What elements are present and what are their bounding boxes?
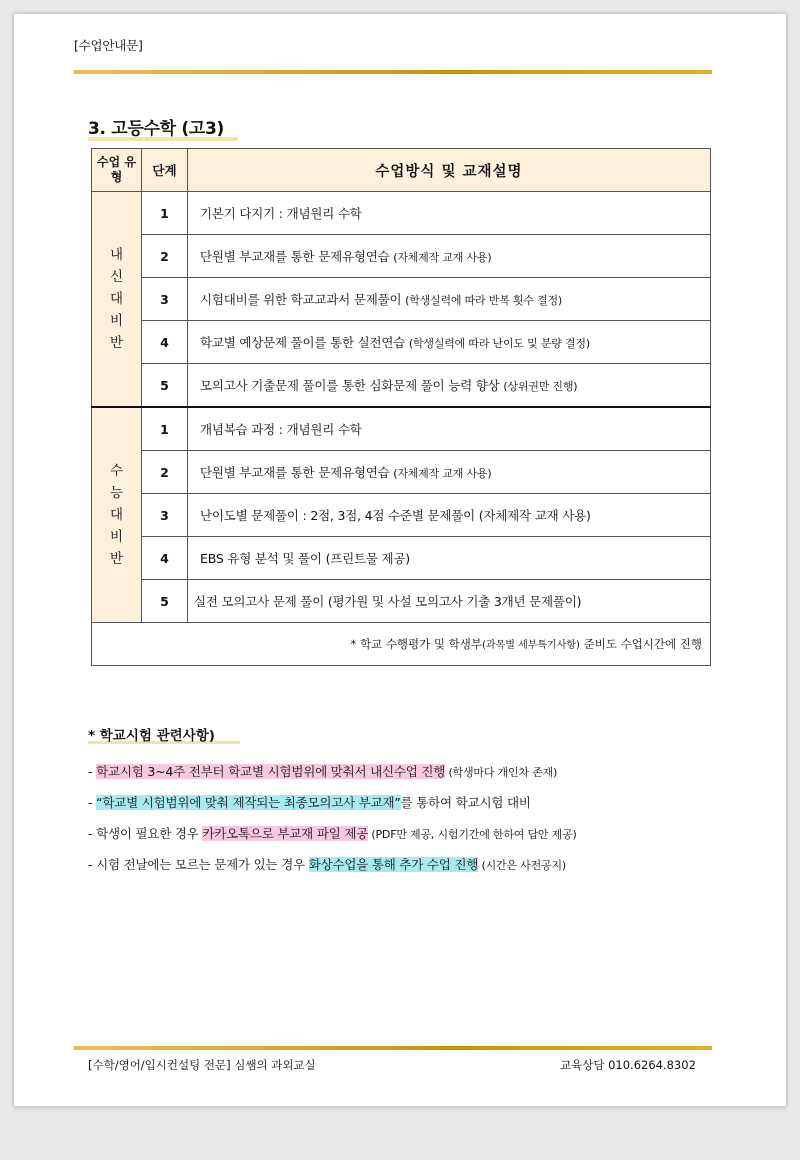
step-text: 단원별 부교재를 통한 문제유형연습: [200, 465, 390, 480]
step-description: [188, 451, 711, 494]
footnote-text-end: 준비도 수업시간에 진행: [579, 637, 702, 651]
note-item: [88, 793, 531, 811]
step-text: 모의고사 기출문제 풀이를 통한 심화문제 풀이 능력 향상: [200, 378, 500, 393]
footnote-text: * 학교 수행평가 및 학생부: [350, 637, 483, 651]
step-number: 1: [142, 192, 188, 235]
note-highlight: 학교시험 3~4주 전부터 학교별 시험범위에 맞춰서 내신수업 진행: [96, 764, 446, 779]
note-suffix: (시간은 사전공지): [478, 859, 566, 872]
step-note: (자체제작 교재 사용): [393, 251, 492, 264]
note-suffix: 를 통하여 학교시험 대비: [400, 795, 531, 810]
table-row: [92, 537, 711, 580]
table-row: [92, 580, 711, 623]
step-description: [188, 321, 711, 364]
course-type-cell: [92, 407, 142, 623]
step-text: 학교별 예상문제 풀이를 통한 실전연습: [200, 335, 406, 350]
step-description: [188, 192, 711, 235]
step-note: (학생실력에 따라 난이도 및 분량 결정): [408, 337, 590, 350]
course-type-cell: [92, 192, 142, 408]
note-highlight: “학교별 시험범위에 맞춰 제작되는 최종모의고사 부교재”: [96, 795, 401, 810]
header-description: 수업방식 및 교재설명: [188, 149, 711, 192]
step-description: [188, 580, 711, 623]
step-text: EBS 유형 분석 및 풀이 (프린트물 제공): [200, 551, 410, 566]
step-description: [188, 278, 711, 321]
step-text: 난이도별 문제풀이 : 2점, 3점, 4점 수준별 문제풀이 (자체제작 교재 사용): [200, 508, 591, 523]
course-type-label: 수능대비반: [109, 463, 124, 567]
header-type: 수업 유형: [92, 149, 142, 192]
note-suffix: (PDF만 제공, 시험기간에 한하여 답안 제공): [368, 828, 577, 841]
step-number: 5: [142, 364, 188, 408]
step-note: (상위권만 진행): [503, 380, 578, 393]
notes-title: * 학교시험 관련사항): [88, 728, 215, 744]
note-suffix: (학생마다 개인차 존재): [445, 766, 558, 779]
step-number: 3: [142, 278, 188, 321]
note-highlight: 화상수업을 통해 추가 수업 진행: [308, 857, 479, 872]
note-highlight: 카카오톡으로 부교재 파일 제공: [202, 826, 369, 841]
footer-contact: 교육상담 010.6264.8302: [560, 1058, 696, 1072]
note-prefix: -: [88, 795, 97, 810]
footer-brand: [수학/영어/입시컨설팅 전문] 심쌤의 과외교실: [88, 1058, 316, 1072]
table-row: [92, 407, 711, 451]
step-text: 기본기 다지기 : 개념원리 수학: [200, 206, 362, 221]
step-number: 4: [142, 321, 188, 364]
step-number: 3: [142, 494, 188, 537]
note-item: [88, 762, 557, 780]
table-row: [92, 321, 711, 364]
note-prefix: - 학생이 필요한 경우: [88, 826, 203, 841]
table-row: [92, 364, 711, 408]
step-note: (자체제작 교재 사용): [393, 467, 492, 480]
step-text: 단원별 부교재를 통한 문제유형연습: [200, 249, 390, 264]
note-prefix: - 시험 전날에는 모르는 문제가 있는 경우: [88, 857, 309, 872]
table-row: [92, 235, 711, 278]
table-row: [92, 451, 711, 494]
header-label: [수업안내문]: [74, 38, 143, 53]
table-footnote: [92, 623, 711, 666]
step-description: [188, 235, 711, 278]
step-description: [188, 537, 711, 580]
table-row: [92, 278, 711, 321]
table-row: [92, 192, 711, 235]
course-type-label: 내신대비반: [109, 247, 124, 351]
table-footnote-row: [92, 623, 711, 666]
footnote-small-text: (과목별 세부특기사항): [482, 640, 580, 651]
note-item: [88, 824, 577, 842]
note-prefix: -: [88, 764, 97, 779]
footer-rule: [74, 1046, 712, 1050]
table-row: [92, 494, 711, 537]
note-item: [88, 855, 566, 873]
step-number: 5: [142, 580, 188, 623]
step-text: 실전 모의고사 문제 풀이 (평가원 및 사설 모의고사 기출 3개년 문제풀이): [194, 594, 582, 609]
section-title: 3. 고등수학 (고3): [88, 119, 225, 139]
step-number: 2: [142, 235, 188, 278]
course-table: [91, 148, 711, 666]
step-number: 1: [142, 407, 188, 451]
step-description: [188, 407, 711, 451]
step-number: 4: [142, 537, 188, 580]
step-description: [188, 494, 711, 537]
header-rule: [74, 70, 712, 74]
step-number: 2: [142, 451, 188, 494]
step-text: 시험대비를 위한 학교교과서 문제풀이: [200, 292, 402, 307]
step-text: 개념복습 과정 : 개념원리 수학: [200, 422, 362, 437]
page-shadow: [14, 1106, 786, 1112]
header-step: 단계: [142, 149, 188, 192]
step-description: [188, 364, 711, 408]
step-note: (학생실력에 따라 반복 횟수 결정): [405, 294, 563, 307]
